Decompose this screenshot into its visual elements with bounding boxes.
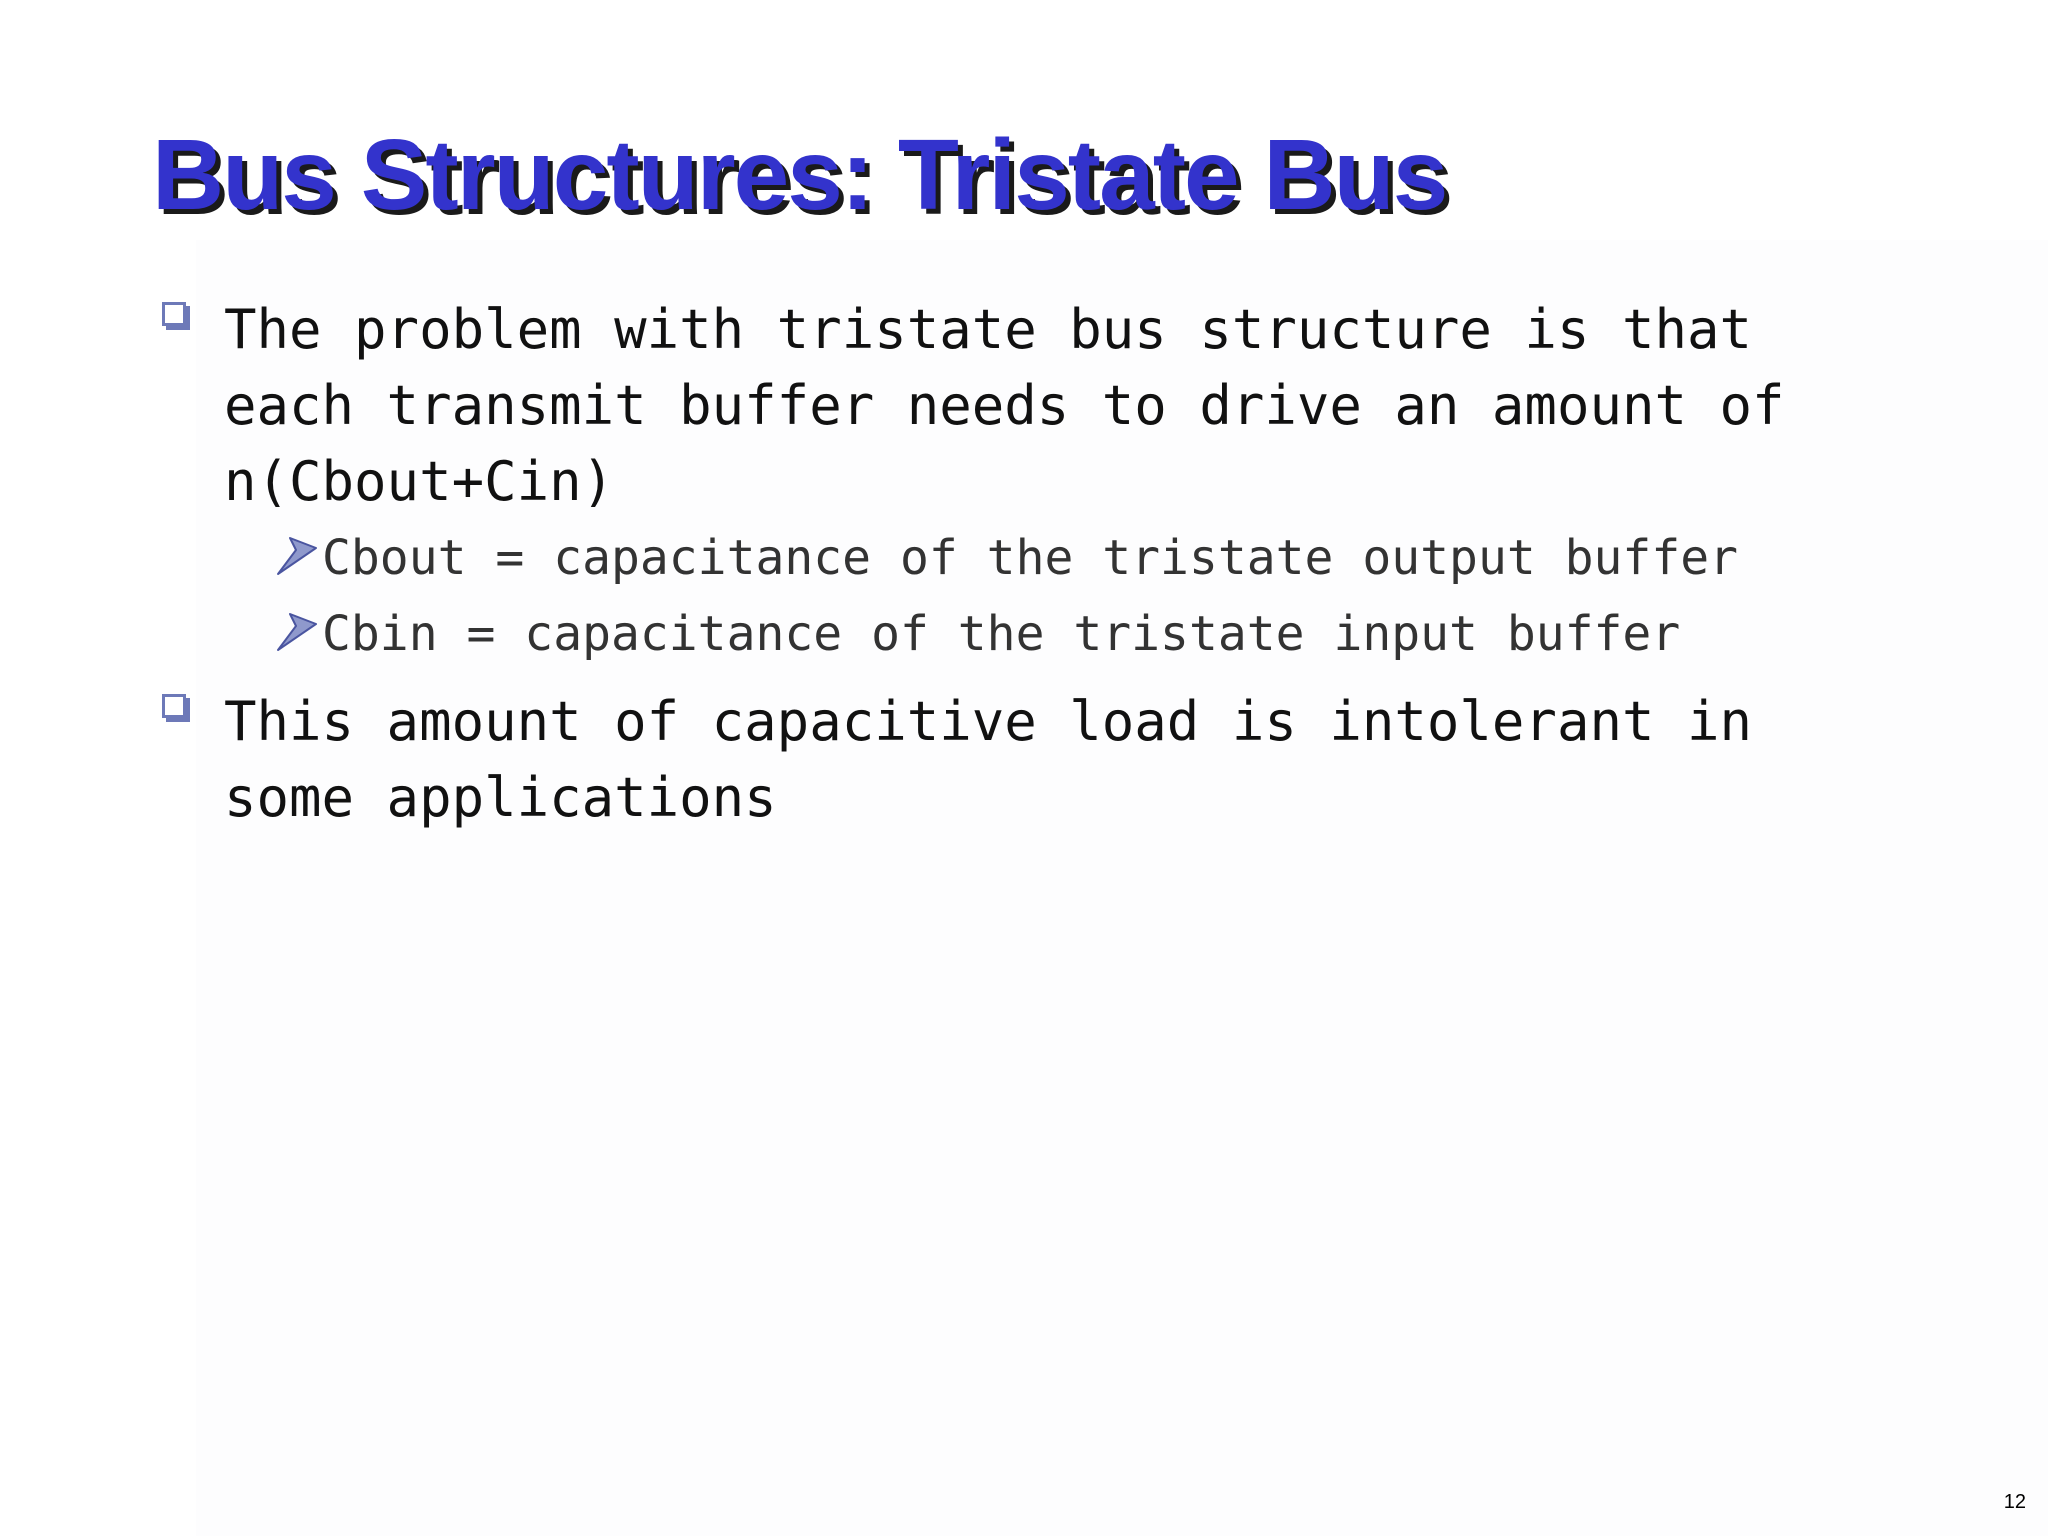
- bullet-item: [160, 684, 1880, 836]
- sub-bullet-text: Cbout = capacitance of the tristate output buffer: [322, 530, 1739, 586]
- slide-title: Bus Structures: Tristate Bus: [152, 119, 1447, 231]
- arrowhead-bullet-icon: [276, 534, 320, 578]
- bullet-line: The problem with tristate bus structure is that: [224, 298, 1753, 361]
- arrowhead-bullet-icon: [276, 610, 320, 654]
- bullet-line: some applications: [224, 766, 777, 829]
- bullet-item: [160, 292, 1880, 520]
- sub-bullet-item: [160, 520, 1880, 596]
- sub-bullet-text: Cbin = capacitance of the tristate input buffer: [322, 606, 1681, 662]
- bullet-line: This amount of capacitive load is intolerant in: [224, 690, 1753, 753]
- page-number: 12: [2003, 1491, 2026, 1513]
- bullet-line: each transmit buffer needs to drive an amount of: [224, 374, 1785, 437]
- square-bullet-icon: [162, 694, 186, 718]
- slide-body: [160, 292, 1880, 836]
- square-bullet-icon: [162, 302, 186, 326]
- sub-bullet-list: [160, 520, 1880, 672]
- sub-bullet-item: [160, 596, 1880, 672]
- bullet-line: n(Cbout+Cin): [224, 450, 615, 513]
